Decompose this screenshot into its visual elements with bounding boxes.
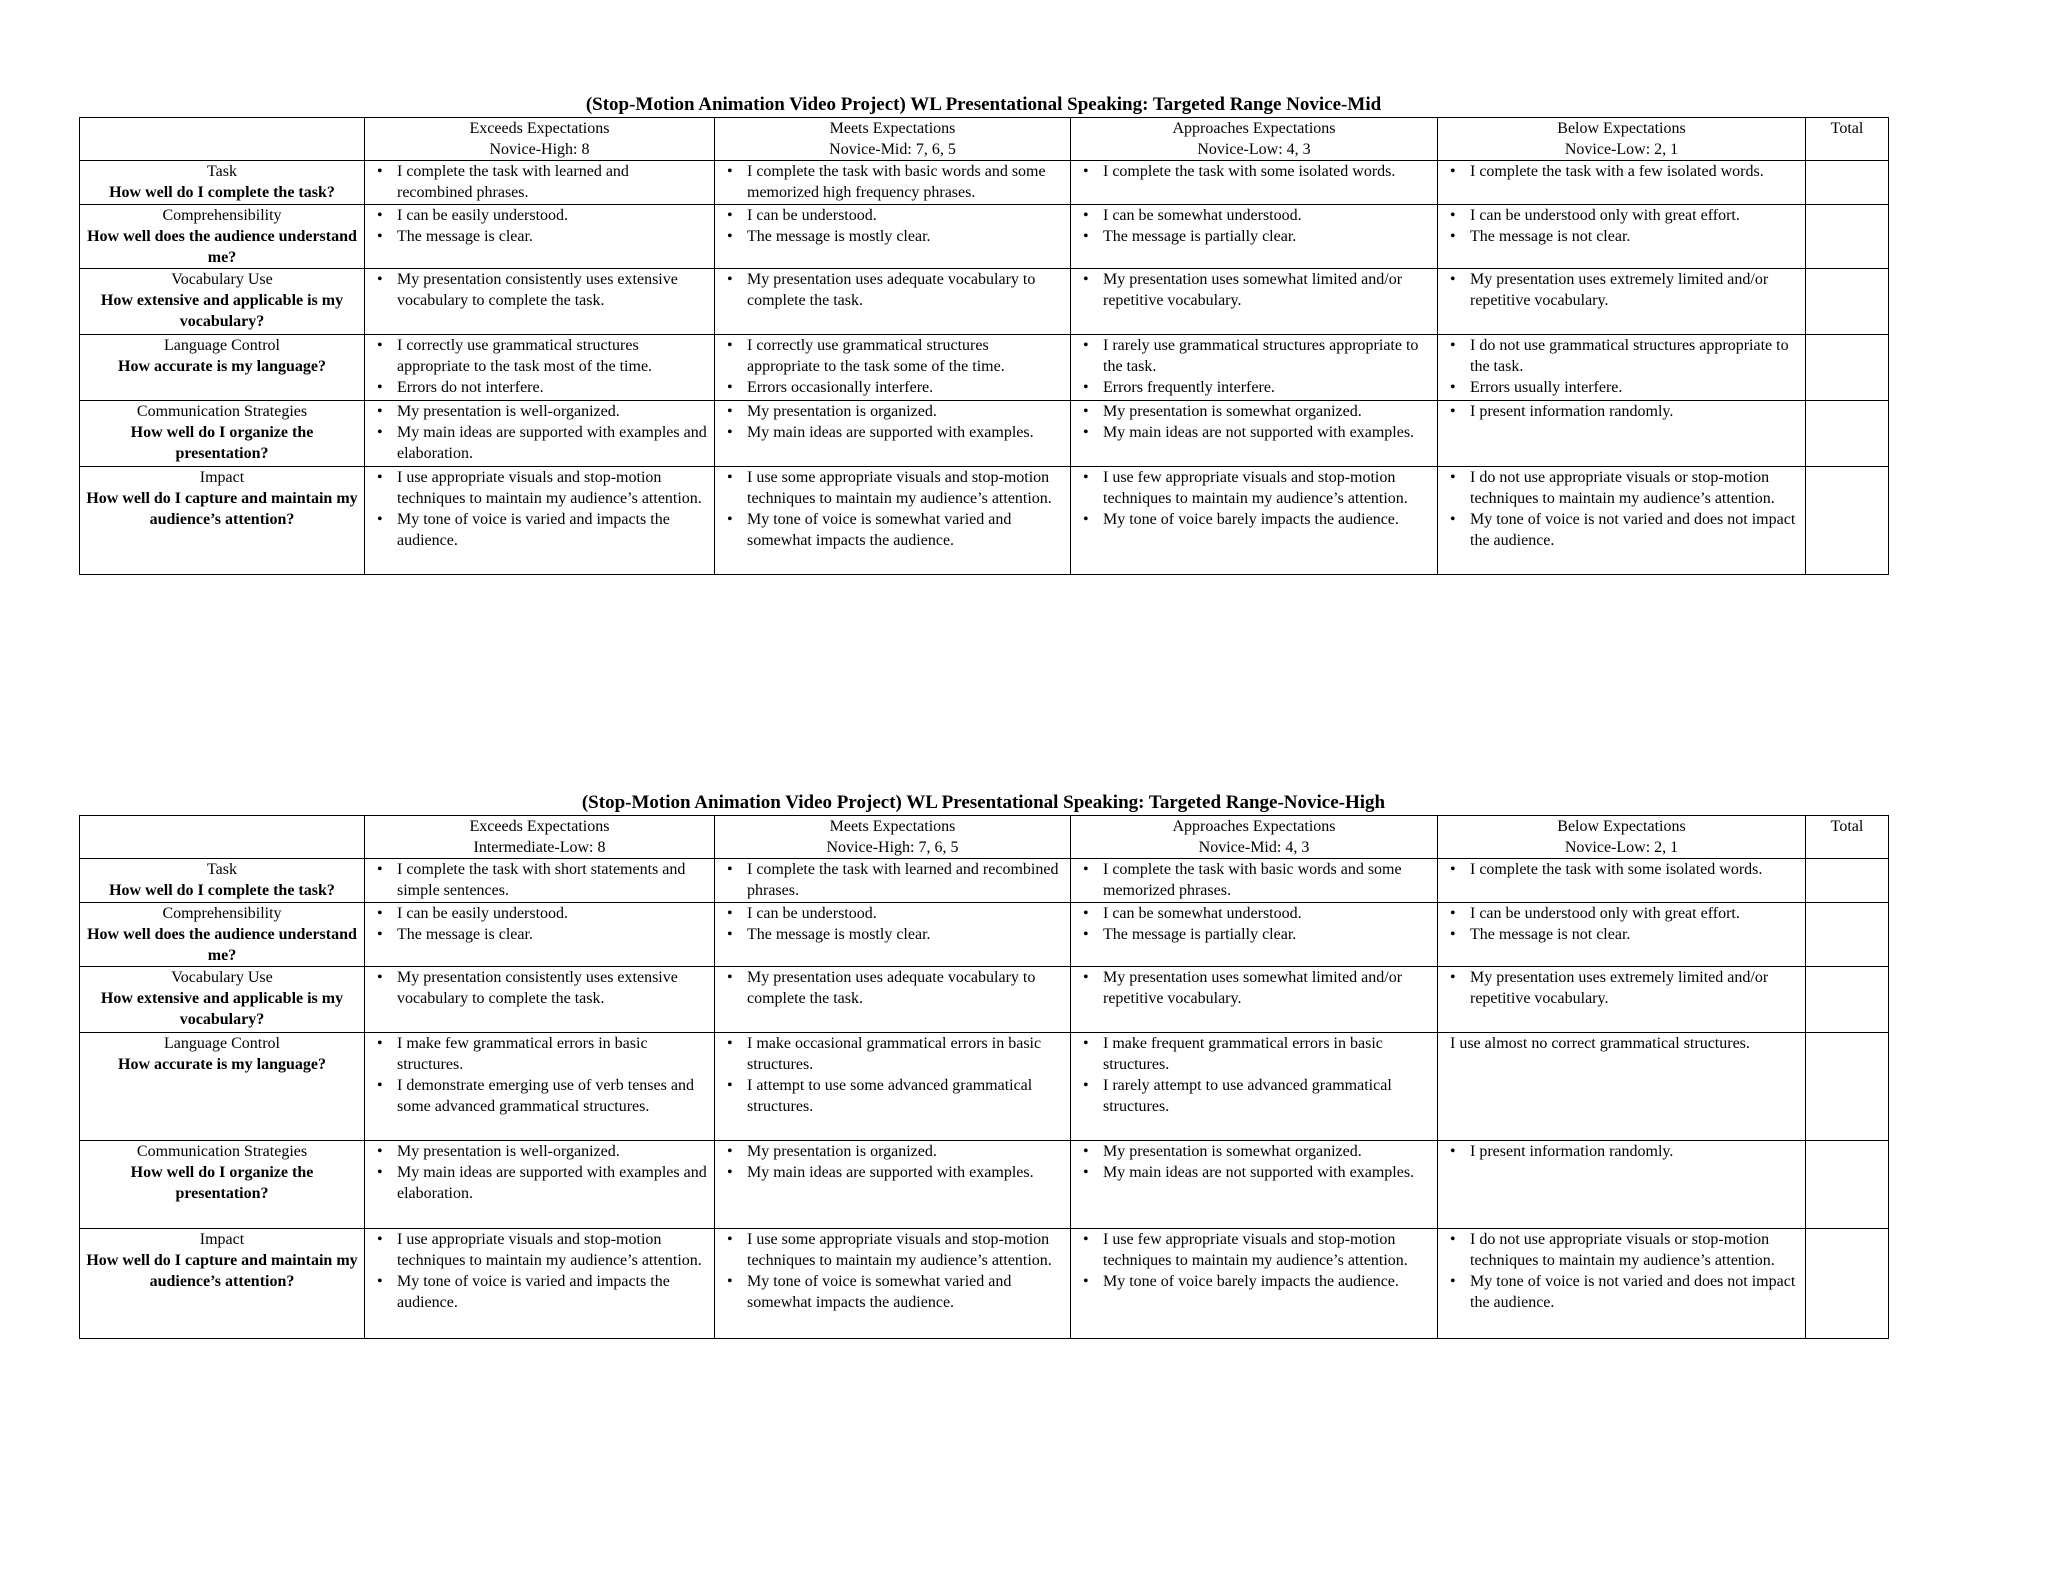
descriptor-item: • The message is clear. [373, 924, 708, 945]
criterion-name: Impact [199, 1231, 245, 1248]
criterion-name: Impact [199, 469, 245, 486]
descriptor-item: • I can be understood only with great effort. [1446, 903, 1799, 924]
descriptor-list [723, 467, 1064, 551]
descriptor-item: • I complete the task with some isolated words. [1079, 161, 1431, 182]
descriptor-cell-below [1438, 401, 1806, 467]
level-score: Novice-High: 7, 6, 5 [826, 839, 959, 856]
criterion-name: Language Control [164, 337, 280, 354]
descriptor-item: • My main ideas are not supported with examples. [1079, 422, 1431, 443]
header-approaches [1071, 816, 1438, 859]
descriptor-list [723, 205, 1064, 247]
criterion-question: How well does the audience understand me? [87, 228, 357, 266]
descriptor-item: • I use appropriate visuals and stop-motion techniques to maintain my audience’s attention. [373, 467, 708, 509]
descriptor-cell-exceeds [365, 161, 715, 205]
descriptor-item: • I rarely attempt to use advanced grammatical structures. [1079, 1075, 1431, 1117]
rubric-table [79, 815, 1889, 1339]
descriptor-item: • I do not use appropriate visuals or stop-motion techniques to maintain my audience’s attention. [1446, 1229, 1799, 1271]
descriptor-cell-approaches [1071, 335, 1438, 401]
descriptor-cell-exceeds [365, 269, 715, 335]
rubric-row-vocabulary-use [80, 967, 1889, 1033]
rubric-row-language-control [80, 335, 1889, 401]
criterion-question: How accurate is my language? [118, 1056, 326, 1073]
descriptor-item: • I complete the task with short statements and simple sentences. [373, 859, 708, 901]
rubric-novice-high [79, 791, 1888, 1339]
descriptor-cell-exceeds [365, 859, 715, 903]
header-meets [715, 816, 1071, 859]
descriptor-cell-approaches [1071, 859, 1438, 903]
descriptor-item: • I complete the task with basic words and some memorized phrases. [1079, 859, 1431, 901]
descriptor-text: I use almost no correct grammatical structures. [1450, 1035, 1750, 1052]
criterion-name: Vocabulary Use [171, 969, 273, 986]
descriptor-item: • I do not use grammatical structures appropriate to the task. [1446, 335, 1799, 377]
descriptor-list [723, 859, 1064, 901]
total-score-cell [1806, 269, 1889, 335]
descriptor-item: • I make few grammatical errors in basic structures. [373, 1033, 708, 1075]
level-score: Intermediate-Low: 8 [473, 839, 606, 856]
descriptor-item: • My tone of voice barely impacts the audience. [1079, 1271, 1431, 1292]
descriptor-list [1079, 269, 1431, 311]
level-label: Below Expectations [1557, 120, 1686, 137]
descriptor-list [723, 1229, 1064, 1313]
descriptor-list [373, 859, 708, 901]
descriptor-item: • My presentation is organized. [723, 401, 1064, 422]
descriptor-item: • I complete the task with basic words and some memorized high frequency phrases. [723, 161, 1064, 203]
rubric-title: (Stop-Motion Animation Video Project) WL Presentational Speaking: Targeted Range Novice-Mid [585, 94, 1382, 115]
total-score-cell [1806, 1033, 1889, 1141]
descriptor-item: • I do not use appropriate visuals or stop-motion techniques to maintain my audience’s attention. [1446, 467, 1799, 509]
descriptor-item: • I can be somewhat understood. [1079, 205, 1431, 226]
descriptor-list [373, 161, 708, 203]
total-score-cell [1806, 903, 1889, 967]
rubric-novice-mid [79, 93, 1888, 575]
total-score-cell [1806, 401, 1889, 467]
descriptor-cell-below [1438, 1141, 1806, 1229]
descriptor-cell-exceeds [365, 335, 715, 401]
level-label: Exceeds Expectations [469, 120, 610, 137]
descriptor-item: • Errors usually interfere. [1446, 377, 1799, 398]
criterion-cell [80, 1229, 365, 1339]
descriptor-cell-approaches [1071, 467, 1438, 575]
rubric-table [79, 117, 1889, 575]
total-score-cell [1806, 1229, 1889, 1339]
criterion-question: How well do I complete the task? [109, 184, 335, 201]
descriptor-list [373, 401, 708, 464]
descriptor-item: • I can be easily understood. [373, 205, 708, 226]
criterion-question: How extensive and applicable is my vocabulary? [100, 292, 344, 330]
descriptor-item: • I present information randomly. [1446, 401, 1799, 422]
rubric-row-task [80, 161, 1889, 205]
total-score-cell [1806, 967, 1889, 1033]
descriptor-cell-below [1438, 205, 1806, 269]
descriptor-item: • Errors frequently interfere. [1079, 377, 1431, 398]
descriptor-list [723, 1033, 1064, 1117]
descriptor-list [723, 335, 1064, 398]
descriptor-list [1079, 161, 1431, 182]
descriptor-list [373, 1141, 708, 1204]
descriptor-item: • I can be somewhat understood. [1079, 903, 1431, 924]
descriptor-item: • My main ideas are supported with examples. [723, 422, 1064, 443]
descriptor-list [1079, 903, 1431, 945]
descriptor-item: • I use few appropriate visuals and stop-motion techniques to maintain my audience’s attention. [1079, 1229, 1431, 1271]
descriptor-list [1079, 1229, 1431, 1292]
criterion-cell [80, 903, 365, 967]
descriptor-cell-approaches [1071, 1141, 1438, 1229]
descriptor-item: • My main ideas are not supported with examples. [1079, 1162, 1431, 1183]
descriptor-list [373, 335, 708, 398]
rubric-row-comprehensibility [80, 205, 1889, 269]
descriptor-list [1079, 205, 1431, 247]
level-score: Novice-Mid: 7, 6, 5 [829, 141, 956, 158]
header-corner [80, 118, 365, 161]
descriptor-item: • Errors occasionally interfere. [723, 377, 1064, 398]
descriptor-cell-exceeds [365, 1033, 715, 1141]
descriptor-cell-below [1438, 967, 1806, 1033]
level-label: Approaches Expectations [1172, 120, 1336, 137]
header-below [1438, 118, 1806, 161]
total-score-cell [1806, 1141, 1889, 1229]
descriptor-list [1079, 1033, 1431, 1117]
descriptor-item: • Errors do not interfere. [373, 377, 708, 398]
criterion-name: Communication Strategies [136, 403, 308, 420]
header-exceeds [365, 816, 715, 859]
criterion-cell [80, 1033, 365, 1141]
level-score: Novice-High: 8 [489, 141, 590, 158]
level-label: Exceeds Expectations [469, 818, 610, 835]
descriptor-item: • My presentation is organized. [723, 1141, 1064, 1162]
descriptor-cell-meets [715, 335, 1071, 401]
descriptor-cell-meets [715, 269, 1071, 335]
descriptor-list [1079, 1141, 1431, 1183]
descriptor-list [723, 269, 1064, 311]
descriptor-list [373, 967, 708, 1009]
descriptor-list [1446, 859, 1799, 880]
descriptor-item: • My presentation consistently uses extensive vocabulary to complete the task. [373, 967, 708, 1009]
criterion-cell [80, 161, 365, 205]
criterion-cell [80, 335, 365, 401]
descriptor-item: • I demonstrate emerging use of verb tenses and some advanced grammatical structures. [373, 1075, 708, 1117]
descriptor-item: • My main ideas are supported with examples. [723, 1162, 1064, 1183]
descriptor-cell-meets [715, 903, 1071, 967]
header-meets [715, 118, 1071, 161]
descriptor-cell-approaches [1071, 1033, 1438, 1141]
descriptor-cell-meets [715, 205, 1071, 269]
descriptor-item: • My presentation is well-organized. [373, 401, 708, 422]
descriptor-list [1079, 967, 1431, 1009]
rubric-row-impact [80, 467, 1889, 575]
descriptor-item: • My tone of voice is somewhat varied and somewhat impacts the audience. [723, 1271, 1064, 1313]
descriptor-item: • The message is partially clear. [1079, 924, 1431, 945]
criterion-question: How well does the audience understand me? [87, 926, 357, 964]
descriptor-item: • My tone of voice is varied and impacts the audience. [373, 509, 708, 551]
criterion-name: Comprehensibility [162, 905, 282, 922]
criterion-question: How well do I complete the task? [109, 882, 335, 899]
descriptor-item: • The message is clear. [373, 226, 708, 247]
descriptor-item: • I use some appropriate visuals and stop-motion techniques to maintain my audience’s attention. [723, 467, 1064, 509]
descriptor-cell-exceeds [365, 1229, 715, 1339]
descriptor-item: • I complete the task with learned and recombined phrases. [723, 859, 1064, 901]
descriptor-item: • I can be easily understood. [373, 903, 708, 924]
level-label: Approaches Expectations [1172, 818, 1336, 835]
descriptor-cell-meets [715, 1033, 1071, 1141]
descriptor-cell-exceeds [365, 1141, 715, 1229]
header-row [80, 816, 1889, 859]
descriptor-cell-meets [715, 1141, 1071, 1229]
descriptor-item: • I attempt to use some advanced grammatical structures. [723, 1075, 1064, 1117]
descriptor-item: • I correctly use grammatical structures appropriate to the task most of the time. [373, 335, 708, 377]
rubric-row-impact [80, 1229, 1889, 1339]
descriptor-item: • I correctly use grammatical structures appropriate to the task some of the time. [723, 335, 1064, 377]
rubric-row-communication-strategies [80, 401, 1889, 467]
descriptor-item: • My presentation uses extremely limited and/or repetitive vocabulary. [1446, 269, 1799, 311]
criterion-cell [80, 205, 365, 269]
descriptor-cell-approaches [1071, 269, 1438, 335]
descriptor-list [373, 903, 708, 945]
descriptor-item: • My presentation is well-organized. [373, 1141, 708, 1162]
descriptor-list [1079, 335, 1431, 398]
level-score: Novice-Low: 2, 1 [1564, 141, 1679, 158]
descriptor-item: • My tone of voice is not varied and does not impact the audience. [1446, 509, 1799, 551]
header-total: Total [1806, 816, 1889, 859]
rubric-row-communication-strategies [80, 1141, 1889, 1229]
descriptor-cell-meets [715, 859, 1071, 903]
descriptor-list [1079, 401, 1431, 443]
descriptor-item: • My tone of voice is somewhat varied and somewhat impacts the audience. [723, 509, 1064, 551]
header-exceeds [365, 118, 715, 161]
descriptor-list [1079, 467, 1431, 530]
descriptor-cell-below [1438, 335, 1806, 401]
descriptor-list [1446, 205, 1799, 247]
criterion-name: Vocabulary Use [171, 271, 273, 288]
criterion-question: How well do I capture and maintain my audience’s attention? [86, 490, 358, 528]
descriptor-cell-meets [715, 467, 1071, 575]
descriptor-cell-approaches [1071, 903, 1438, 967]
descriptor-list [373, 1033, 708, 1117]
criterion-question: How well do I organize the presentation? [130, 424, 314, 462]
descriptor-cell-approaches [1071, 1229, 1438, 1339]
descriptor-item: • I use some appropriate visuals and stop-motion techniques to maintain my audience’s attention. [723, 1229, 1064, 1271]
descriptor-item: • My presentation uses somewhat limited and/or repetitive vocabulary. [1079, 269, 1431, 311]
level-score: Novice-Mid: 4, 3 [1198, 839, 1310, 856]
descriptor-item: • I make frequent grammatical errors in basic structures. [1079, 1033, 1431, 1075]
criterion-question: How well do I organize the presentation? [130, 1164, 314, 1202]
descriptor-cell-meets [715, 401, 1071, 467]
criterion-name: Communication Strategies [136, 1143, 308, 1160]
descriptor-item: • The message is mostly clear. [723, 924, 1064, 945]
descriptor-item: • My presentation consistently uses extensive vocabulary to complete the task. [373, 269, 708, 311]
descriptor-cell-exceeds [365, 967, 715, 1033]
descriptor-list [373, 467, 708, 551]
descriptor-list [1446, 1229, 1799, 1313]
total-score-cell [1806, 467, 1889, 575]
descriptor-item: • I can be understood. [723, 205, 1064, 226]
descriptor-cell-approaches [1071, 161, 1438, 205]
criterion-cell [80, 967, 365, 1033]
descriptor-list [1446, 1141, 1799, 1162]
rubric-row-task [80, 859, 1889, 903]
descriptor-cell-below [1438, 467, 1806, 575]
criterion-question: How well do I capture and maintain my audience’s attention? [86, 1252, 358, 1290]
descriptor-item: • I use appropriate visuals and stop-motion techniques to maintain my audience’s attention. [373, 1229, 708, 1271]
header-below [1438, 816, 1806, 859]
descriptor-cell-below [1438, 161, 1806, 205]
descriptor-list [373, 269, 708, 311]
descriptor-cell-below [1438, 903, 1806, 967]
descriptor-cell-meets [715, 967, 1071, 1033]
descriptor-cell-below [1438, 269, 1806, 335]
descriptor-cell-below [1438, 1229, 1806, 1339]
descriptor-item: • My main ideas are supported with examples and elaboration. [373, 1162, 708, 1204]
descriptor-item: • I complete the task with learned and recombined phrases. [373, 161, 708, 203]
level-score: Novice-Low: 4, 3 [1197, 141, 1311, 158]
criterion-name: Task [207, 861, 237, 878]
descriptor-item: • I present information randomly. [1446, 1141, 1799, 1162]
descriptor-item: • The message is not clear. [1446, 226, 1799, 247]
rubric-title: (Stop-Motion Animation Video Project) WL Presentational Speaking: Targeted Range-Novice-High [581, 792, 1386, 813]
descriptor-item: • I complete the task with some isolated words. [1446, 859, 1799, 880]
descriptor-item: • My presentation uses adequate vocabulary to complete the task. [723, 967, 1064, 1009]
total-score-cell [1806, 335, 1889, 401]
descriptor-item: • The message is mostly clear. [723, 226, 1064, 247]
criterion-cell [80, 467, 365, 575]
descriptor-item: • My presentation uses extremely limited and/or repetitive vocabulary. [1446, 967, 1799, 1009]
descriptor-item: • My presentation uses adequate vocabulary to complete the task. [723, 269, 1064, 311]
descriptor-list [1446, 269, 1799, 311]
descriptor-list [1079, 859, 1431, 901]
descriptor-cell-approaches [1071, 401, 1438, 467]
header-total: Total [1806, 118, 1889, 161]
rubric-row-language-control [80, 1033, 1889, 1141]
level-label: Meets Expectations [829, 818, 956, 835]
criterion-cell [80, 269, 365, 335]
rubric-row-comprehensibility [80, 903, 1889, 967]
descriptor-item: • The message is not clear. [1446, 924, 1799, 945]
descriptor-item: • The message is partially clear. [1079, 226, 1431, 247]
descriptor-list [1446, 161, 1799, 182]
descriptor-list [723, 967, 1064, 1009]
descriptor-item: • My presentation is somewhat organized. [1079, 1141, 1431, 1162]
descriptor-item: • I can be understood only with great effort. [1446, 205, 1799, 226]
descriptor-item: • I use few appropriate visuals and stop-motion techniques to maintain my audience’s attention. [1079, 467, 1431, 509]
descriptor-list [723, 903, 1064, 945]
descriptor-item: • My presentation is somewhat organized. [1079, 401, 1431, 422]
criterion-question: How extensive and applicable is my vocabulary? [100, 990, 344, 1028]
criterion-question: How accurate is my language? [118, 358, 326, 375]
level-label: Below Expectations [1557, 818, 1686, 835]
header-row [80, 118, 1889, 161]
criterion-name: Comprehensibility [162, 207, 282, 224]
header-corner [80, 816, 365, 859]
header-approaches [1071, 118, 1438, 161]
descriptor-cell-approaches [1071, 205, 1438, 269]
total-score-cell [1806, 161, 1889, 205]
descriptor-list [1446, 467, 1799, 551]
descriptor-item: • My main ideas are supported with examples and elaboration. [373, 422, 708, 464]
descriptor-list [723, 1141, 1064, 1183]
descriptor-item: • I can be understood. [723, 903, 1064, 924]
descriptor-cell-approaches [1071, 967, 1438, 1033]
descriptor-item: • I make occasional grammatical errors in basic structures. [723, 1033, 1064, 1075]
total-score-cell [1806, 859, 1889, 903]
descriptor-list [373, 1229, 708, 1313]
criterion-cell [80, 1141, 365, 1229]
criterion-cell [80, 859, 365, 903]
criterion-cell [80, 401, 365, 467]
descriptor-list [723, 401, 1064, 443]
descriptor-list [1446, 335, 1799, 398]
descriptor-list [1446, 967, 1799, 1009]
descriptor-cell-below [1438, 859, 1806, 903]
descriptor-list [1446, 401, 1799, 422]
descriptor-list [723, 161, 1064, 203]
descriptor-cell-exceeds [365, 401, 715, 467]
descriptor-item: • My tone of voice barely impacts the audience. [1079, 509, 1431, 530]
descriptor-item: • My tone of voice is varied and impacts the audience. [373, 1271, 708, 1313]
descriptor-cell-meets [715, 161, 1071, 205]
level-label: Meets Expectations [829, 120, 956, 137]
criterion-name: Task [207, 163, 237, 180]
descriptor-cell-exceeds [365, 903, 715, 967]
total-score-cell [1806, 205, 1889, 269]
descriptor-item: • I rarely use grammatical structures appropriate to the task. [1079, 335, 1431, 377]
descriptor-list [373, 205, 708, 247]
criterion-name: Language Control [164, 1035, 280, 1052]
descriptor-cell-exceeds [365, 205, 715, 269]
level-score: Novice-Low: 2, 1 [1564, 839, 1679, 856]
rubric-row-vocabulary-use [80, 269, 1889, 335]
descriptor-item: • I complete the task with a few isolated words. [1446, 161, 1799, 182]
descriptor-list [1446, 903, 1799, 945]
descriptor-item: • My presentation uses somewhat limited and/or repetitive vocabulary. [1079, 967, 1431, 1009]
descriptor-cell-below [1438, 1033, 1806, 1141]
descriptor-cell-meets [715, 1229, 1071, 1339]
descriptor-item: • My tone of voice is not varied and does not impact the audience. [1446, 1271, 1799, 1313]
descriptor-cell-exceeds [365, 467, 715, 575]
